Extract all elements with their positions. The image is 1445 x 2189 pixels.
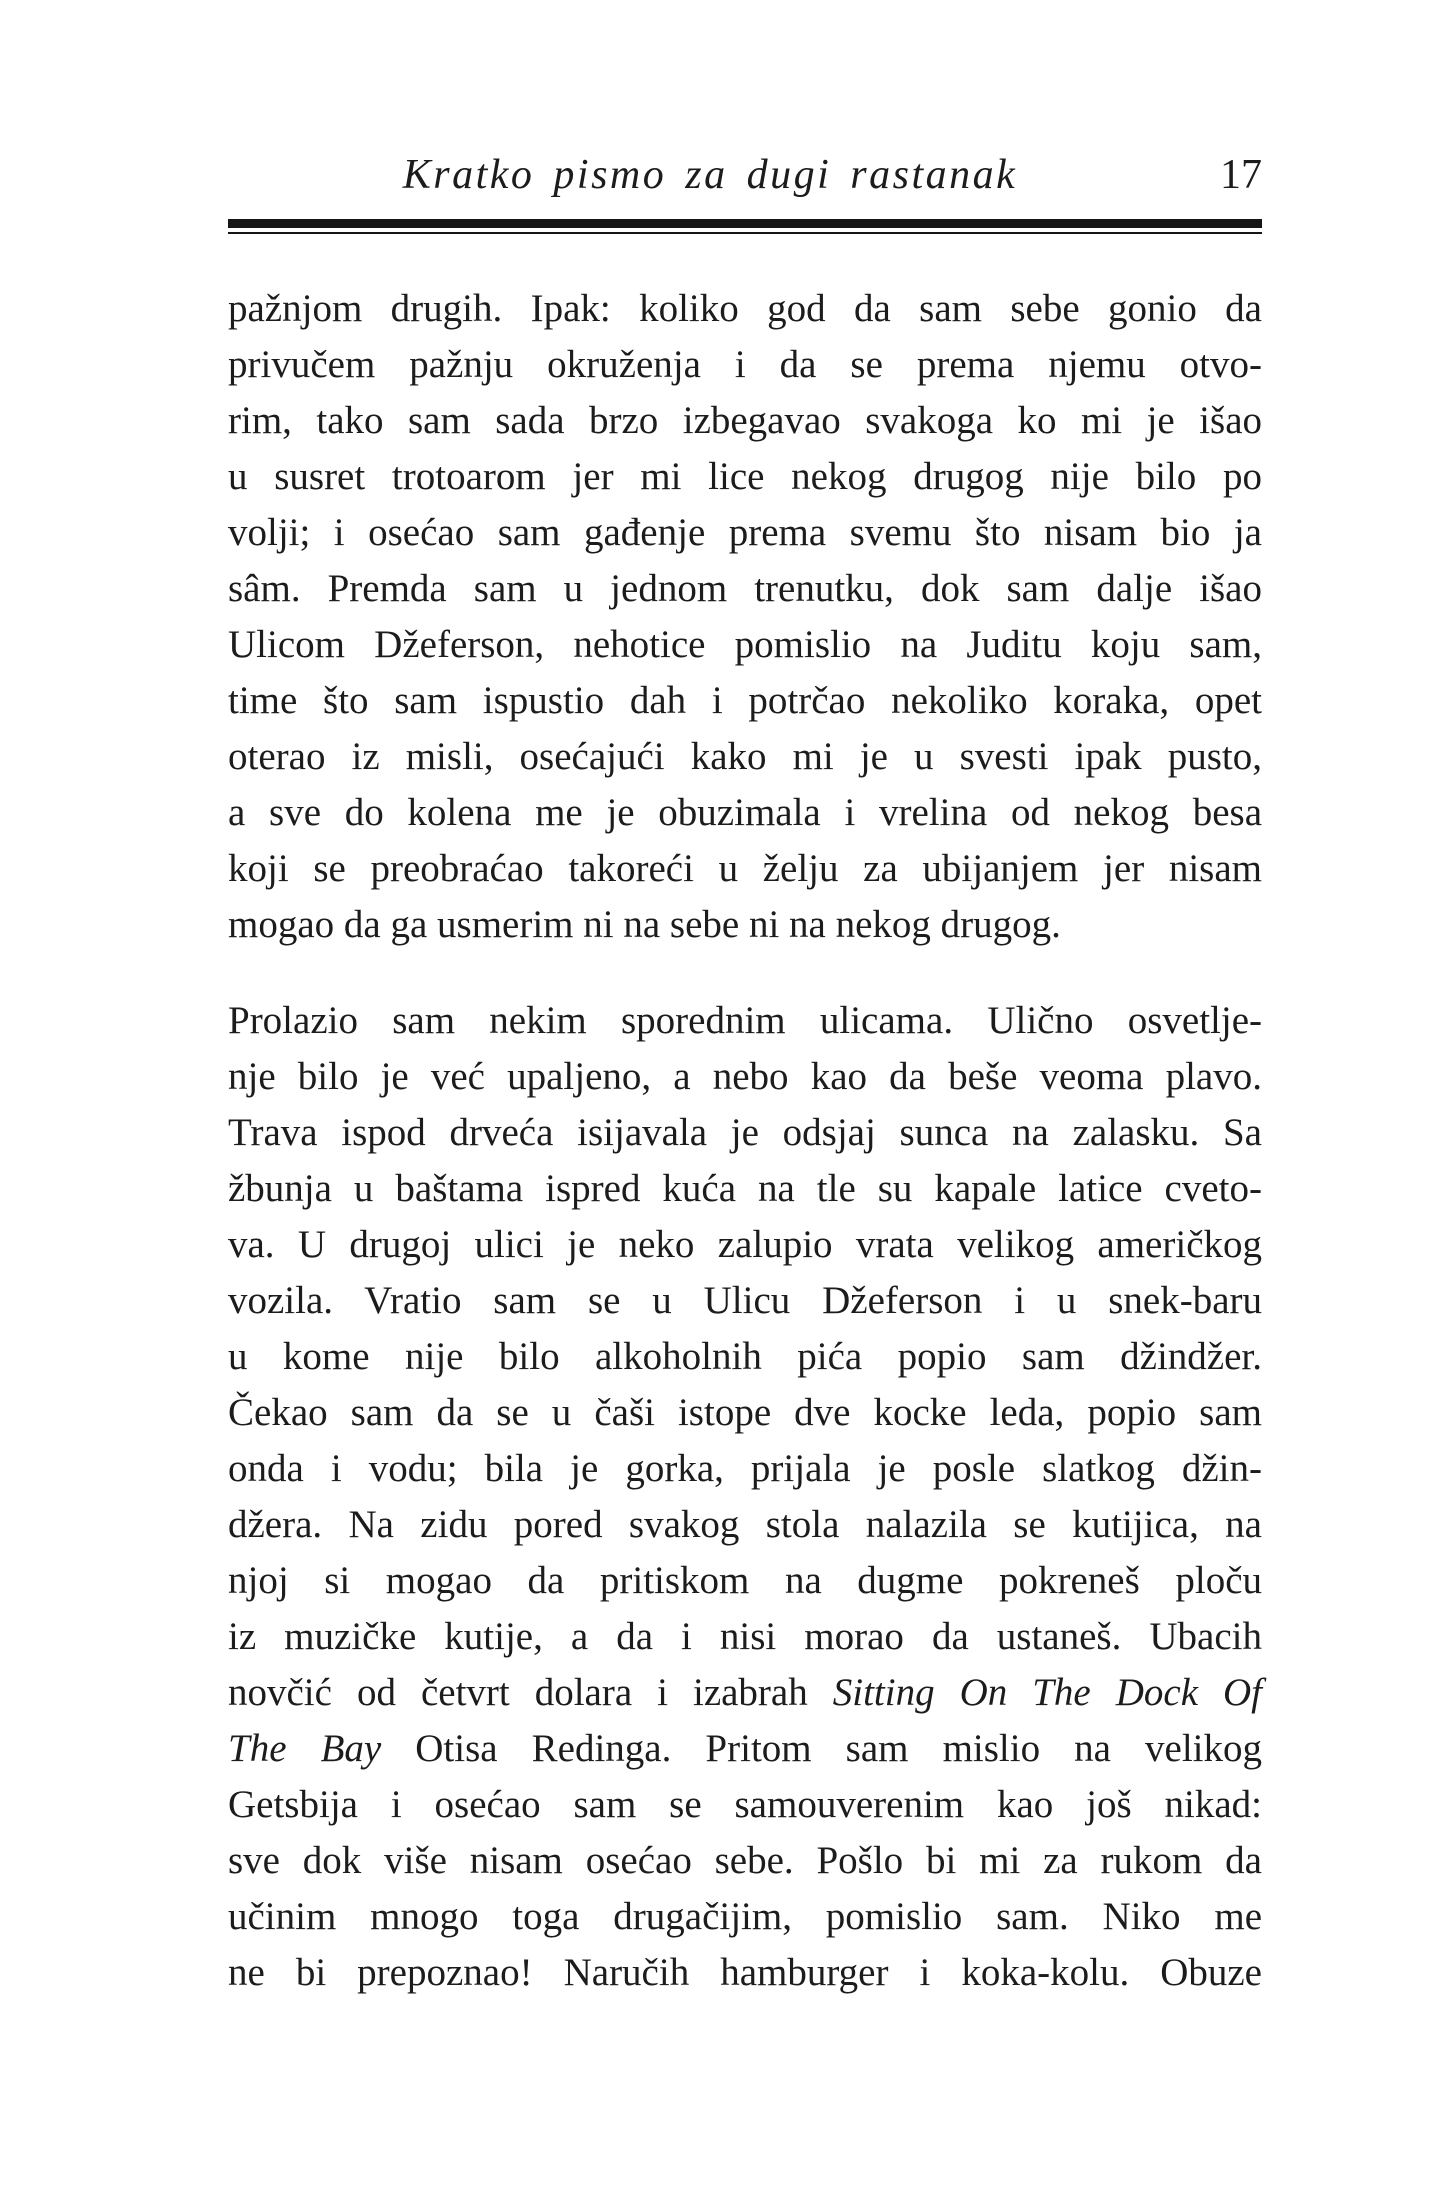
text-line: Prolazio sam nekim sporednim ulicama. Ulično osvetlje-: [228, 999, 1262, 1042]
text-line: volji; i osećao sam gađenje prema svemu što nisam bio ja: [228, 511, 1262, 554]
text-line: sâm. Premda sam u jednom trenutku, dok sam dalje išao: [228, 567, 1262, 610]
text-line: [228, 1721, 1262, 1777]
text-line: Trava ispod drveća isijavala je odsjaj sunca na zalasku. Sa: [228, 1111, 1262, 1154]
text-block: [228, 0, 1262, 2189]
header-rule: [228, 219, 1262, 234]
text-line: a sve do kolena me je obuzimala i vrelina od nekog besa: [228, 791, 1262, 834]
text-line: onda i vodu; bila je gorka, prijala je posle slatkog džin-: [228, 1447, 1262, 1490]
text-line: žbunja u baštama ispred kuća na tle su kapale latice cveto-: [228, 1167, 1262, 1210]
text-line: u susret trotoarom jer mi lice nekog drugog nije bilo po: [228, 455, 1262, 498]
text-line: džera. Na zidu pored svakog stola nalazila se kutijica, na: [228, 1503, 1262, 1546]
text-line: sve dok više nisam osećao sebe. Pošlo bi mi za rukom da: [228, 1839, 1262, 1882]
text-line: iz muzičke kutije, a da i nisi morao da ustaneš. Ubacih: [228, 1615, 1262, 1658]
song-title: The Bay: [228, 1727, 382, 1770]
text-line: pažnjom drugih. Ipak: koliko god da sam sebe gonio da: [228, 287, 1262, 330]
text-line: time što sam ispustio dah i potrčao nekoliko koraka, opet: [228, 679, 1262, 722]
text-line: nje bilo je već upaljeno, a nebo kao da beše veoma plavo.: [228, 1055, 1262, 1098]
text-line: oterao iz misli, osećajući kako mi je u svesti ipak pusto,: [228, 735, 1262, 778]
body-text: [228, 281, 1262, 2001]
paragraph: [228, 993, 1262, 2001]
running-header-title: Kratko pismo za dugi rastanak: [402, 152, 1018, 198]
text-line: va. U drugoj ulici je neko zalupio vrata velikog američkog: [228, 1223, 1262, 1266]
text-line: koji se preobraćao takoreći u želju za ubijanjem jer nisam: [228, 847, 1262, 890]
text-line: njoj si mogao da pritiskom na dugme pokreneš ploču: [228, 1559, 1262, 1602]
text-line: mogao da ga usmerim ni na sebe ni na nekog drugog.: [228, 903, 1061, 946]
text-line: ne bi prepoznao! Naručih hamburger i koka-kolu. Obuze: [228, 1951, 1262, 1994]
paragraph: [228, 281, 1262, 953]
text-line: Getsbija i osećao sam se samouverenim kao još nikad:: [228, 1783, 1262, 1826]
text-line: rim, tako sam sada brzo izbegavao svakoga ko mi je išao: [228, 399, 1262, 442]
text-line: privučem pažnju okruženja i da se prema njemu otvo-: [228, 343, 1262, 386]
song-title: Sitting On The Dock Of: [832, 1671, 1263, 1714]
text-segment: novčić od četvrt dolara i izabrah: [228, 1671, 833, 1714]
running-header: [228, 150, 1262, 200]
text-line: u kome nije bilo alkoholnih pića popio sam džindžer.: [228, 1335, 1262, 1378]
text-line: vozila. Vratio sam se u Ulicu Džeferson i u snek-baru: [228, 1279, 1262, 1322]
text-line: Čekao sam da se u čaši istope dve kocke leda, popio sam: [228, 1391, 1262, 1434]
text-line: Ulicom Džeferson, nehotice pomislio na Juditu koju sam,: [228, 623, 1262, 666]
page-number: 17: [1220, 152, 1262, 198]
text-segment: Otisa Redinga. Pritom sam mislio na velikog: [381, 1727, 1262, 1770]
text-line: učinim mnogo toga drugačijim, pomislio sam. Niko me: [228, 1895, 1262, 1938]
text-line: [228, 1665, 1262, 1721]
